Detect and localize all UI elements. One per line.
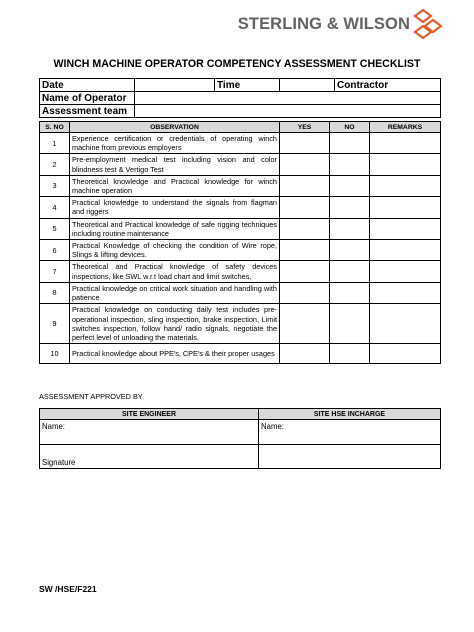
approval-table bbox=[39, 408, 441, 469]
col-sno: S. NO bbox=[40, 122, 70, 133]
row-number: 8 bbox=[40, 282, 70, 303]
table-row bbox=[40, 240, 441, 261]
row-remarks-cell[interactable] bbox=[370, 304, 441, 344]
table-row bbox=[40, 133, 441, 154]
row-remarks-cell[interactable] bbox=[370, 344, 441, 364]
table-row bbox=[40, 261, 441, 282]
col-observation: OBSERVATION bbox=[70, 122, 280, 133]
signature-label: Signature bbox=[42, 458, 76, 467]
table-row bbox=[40, 175, 441, 196]
row-number: 3 bbox=[40, 175, 70, 196]
contractor-label: Contractor bbox=[335, 79, 441, 92]
table-row bbox=[40, 218, 441, 239]
form-code: SW /HSE/F221 bbox=[39, 584, 97, 594]
time-field[interactable] bbox=[280, 79, 335, 92]
row-observation: Practical knowledge to understand the signals from flagman and riggers bbox=[70, 197, 280, 218]
engineer-signature-cell[interactable] bbox=[40, 445, 259, 469]
row-yes-cell[interactable] bbox=[280, 304, 330, 344]
row-remarks-cell[interactable] bbox=[370, 240, 441, 261]
operator-label: Name of Operator bbox=[40, 92, 135, 105]
hse-name-label: Name: bbox=[261, 422, 284, 431]
engineer-name-label: Name: bbox=[42, 422, 65, 431]
row-yes-cell[interactable] bbox=[280, 261, 330, 282]
col-no: NO bbox=[330, 122, 370, 133]
row-no-cell[interactable] bbox=[330, 175, 370, 196]
row-observation: Theoretical and Practical knowledge of safe rigging techniques including routine maintenance bbox=[70, 218, 280, 239]
hse-header: SITE HSE INCHARGE bbox=[259, 409, 441, 420]
row-number: 6 bbox=[40, 240, 70, 261]
row-number: 9 bbox=[40, 304, 70, 344]
row-observation: Practical knowledge on critical work situation and handling with patience bbox=[70, 282, 280, 303]
row-no-cell[interactable] bbox=[330, 197, 370, 218]
row-no-cell[interactable] bbox=[330, 218, 370, 239]
document-title: WINCH MACHINE OPERATOR COMPETENCY ASSESSMENT CHECKLIST bbox=[53, 58, 421, 70]
hse-signature-cell[interactable] bbox=[259, 445, 441, 469]
hse-name-cell[interactable] bbox=[259, 420, 441, 445]
row-yes-cell[interactable] bbox=[280, 218, 330, 239]
row-yes-cell[interactable] bbox=[280, 154, 330, 175]
row-remarks-cell[interactable] bbox=[370, 261, 441, 282]
row-number: 10 bbox=[40, 344, 70, 364]
date-label: Date bbox=[40, 79, 135, 92]
team-field[interactable] bbox=[135, 105, 441, 118]
row-no-cell[interactable] bbox=[330, 344, 370, 364]
col-yes: YES bbox=[280, 122, 330, 133]
header-info-table bbox=[39, 78, 441, 118]
row-yes-cell[interactable] bbox=[280, 344, 330, 364]
table-row bbox=[40, 282, 441, 303]
row-observation: Theoretical knowledge and Practical knowledge for winch machine operation bbox=[70, 175, 280, 196]
row-observation: Practical knowledge on conducting daily test includes pre-operational inspection, sling inspection, brake inspection, Limit switches inspection, follow hand/ radio signals, negotiate the perfect level of unloading the materials. bbox=[70, 304, 280, 344]
engineer-name-cell[interactable] bbox=[40, 420, 259, 445]
col-remarks: REMARKS bbox=[370, 122, 441, 133]
row-observation: Theoretical and Practical knowledge of safety devices inspections, like SWL w.r.t load chart and limit switches. bbox=[70, 261, 280, 282]
row-no-cell[interactable] bbox=[330, 261, 370, 282]
engineer-header: SITE ENGINEER bbox=[40, 409, 259, 420]
row-yes-cell[interactable] bbox=[280, 282, 330, 303]
table-row bbox=[40, 304, 441, 344]
row-remarks-cell[interactable] bbox=[370, 133, 441, 154]
date-field[interactable] bbox=[135, 79, 215, 92]
row-no-cell[interactable] bbox=[330, 133, 370, 154]
row-no-cell[interactable] bbox=[330, 154, 370, 175]
row-remarks-cell[interactable] bbox=[370, 175, 441, 196]
row-number: 2 bbox=[40, 154, 70, 175]
row-yes-cell[interactable] bbox=[280, 175, 330, 196]
row-observation: Pre-employment medical test including vision and color blindness test & Vertigo Test bbox=[70, 154, 280, 175]
row-number: 1 bbox=[40, 133, 70, 154]
row-remarks-cell[interactable] bbox=[370, 197, 441, 218]
logo-wordmark: STERLING & WILSON bbox=[237, 14, 410, 33]
row-yes-cell[interactable] bbox=[280, 240, 330, 261]
row-no-cell[interactable] bbox=[330, 304, 370, 344]
row-observation: Practical Knowledge of checking the condition of Wire rope, Slings & lifting devices. bbox=[70, 240, 280, 261]
row-remarks-cell[interactable] bbox=[370, 154, 441, 175]
time-label: Time bbox=[215, 79, 280, 92]
team-label: Assessment team bbox=[40, 105, 135, 118]
row-observation: Practical knowledge about PPE's, CPE's & their proper usages bbox=[70, 344, 280, 364]
row-remarks-cell[interactable] bbox=[370, 282, 441, 303]
table-row bbox=[40, 197, 441, 218]
company-logo bbox=[238, 8, 444, 40]
row-number: 7 bbox=[40, 261, 70, 282]
approval-heading: ASSESSMENT APPROVED BY bbox=[39, 392, 143, 401]
table-row bbox=[40, 154, 441, 175]
row-number: 5 bbox=[40, 218, 70, 239]
row-no-cell[interactable] bbox=[330, 240, 370, 261]
row-remarks-cell[interactable] bbox=[370, 218, 441, 239]
operator-field[interactable] bbox=[135, 92, 441, 105]
checklist-table bbox=[39, 121, 441, 364]
row-number: 4 bbox=[40, 197, 70, 218]
table-row bbox=[40, 344, 441, 364]
row-yes-cell[interactable] bbox=[280, 197, 330, 218]
row-yes-cell[interactable] bbox=[280, 133, 330, 154]
row-no-cell[interactable] bbox=[330, 282, 370, 303]
logo-mark-icon bbox=[412, 8, 444, 40]
row-observation: Experience certification or credentials of operating winch machine from previous employers bbox=[70, 133, 280, 154]
